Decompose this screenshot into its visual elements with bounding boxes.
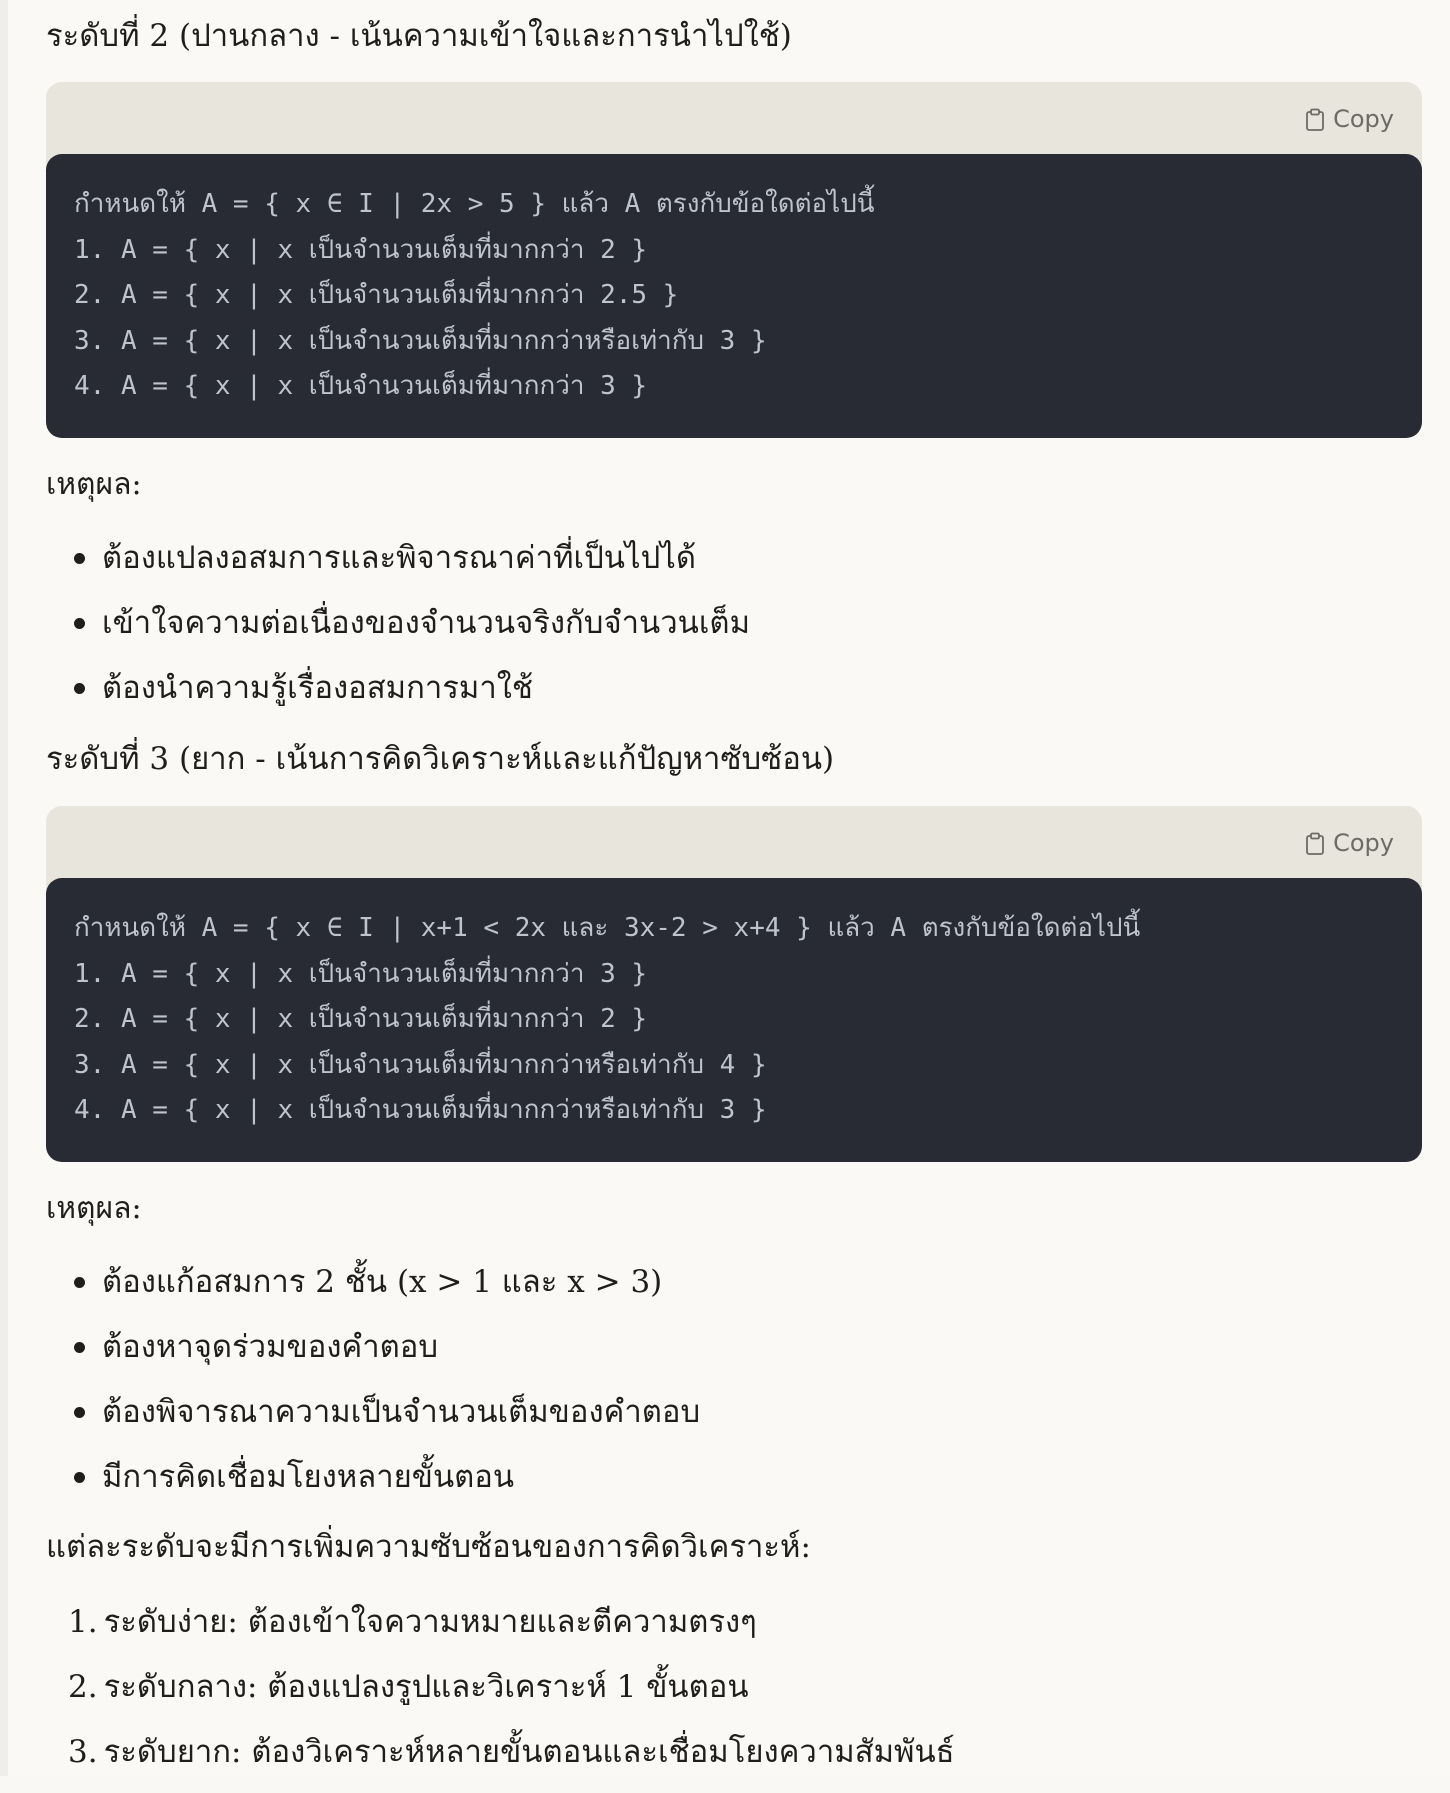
code-line: กำหนดให้ A = { x ∈ I | 2x > 5 } แล้ว A ตรงกับข้อใดต่อไปนี้: [74, 189, 875, 219]
list-item: [46, 1728, 1422, 1793]
code-body: [46, 878, 1422, 1162]
list-item: [46, 1388, 1422, 1453]
list-item-text: ต้องแปลงอสมการและพิจารณาค่าที่เป็นไปได้: [102, 540, 696, 576]
list-item-text: ต้องหาจุดร่วมของคำตอบ: [102, 1329, 439, 1365]
list-item-text: มีการคิดเชื่อมโยงหลายขั้นตอน: [102, 1459, 515, 1495]
reason-list: [46, 1258, 1422, 1518]
bullet-icon: [74, 683, 85, 694]
code-body: [46, 154, 1422, 438]
clipboard-icon: [1305, 108, 1323, 130]
list-number: 3.: [68, 1734, 98, 1770]
list-item-text: ต้องนำความรู้เรื่องอสมการมาใช้: [102, 670, 533, 706]
code-line: 3. A = { x | x เป็นจำนวนเต็มที่มากกว่าหรือเท่ากับ 3 }: [74, 325, 767, 356]
code-block-level-2: [46, 82, 1422, 438]
list-item: [46, 1453, 1422, 1518]
code-block-level-3: [46, 806, 1422, 1162]
code-line: 1. A = { x | x เป็นจำนวนเต็มที่มากกว่า 3 }: [74, 958, 648, 989]
list-number: 2.: [68, 1669, 98, 1705]
bullet-icon: [74, 1407, 85, 1418]
summary-intro: แต่ละระดับจะมีการเพิ่มความซับซ้อนของการคิดวิเคราะห์:: [46, 1529, 811, 1565]
list-item: [46, 664, 1422, 729]
copy-label: Copy: [1333, 829, 1394, 857]
chat-response: [8, 0, 1450, 1776]
clipboard-icon: [1305, 832, 1323, 854]
bullet-icon: [74, 553, 85, 564]
list-item: [46, 534, 1422, 599]
code-line: 2. A = { x | x เป็นจำนวนเต็มที่มากกว่า 2 }: [74, 1004, 648, 1034]
list-item: [46, 1258, 1422, 1323]
code-line: 1. A = { x | x เป็นจำนวนเต็มที่มากกว่า 2 }: [74, 234, 648, 265]
list-item-text: ต้องพิจารณาความเป็นจำนวนเต็มของคำตอบ: [102, 1394, 701, 1430]
copy-label: Copy: [1333, 105, 1394, 133]
section-heading-level-3: ระดับที่ 3 (ยาก - เน้นการคิดวิเคราะห์และแก้ปัญหาซับซ้อน): [46, 741, 835, 777]
reason-label: เหตุผล:: [46, 1191, 142, 1226]
list-item: [46, 1323, 1422, 1388]
reason-list: [46, 534, 1422, 729]
code-line: 4. A = { x | x เป็นจำนวนเต็มที่มากกว่า 3 }: [74, 371, 648, 401]
code-line: 3. A = { x | x เป็นจำนวนเต็มที่มากกว่าหรือเท่ากับ 4 }: [74, 1049, 767, 1080]
summary-list: [46, 1598, 1422, 1793]
window-edge: [0, 0, 8, 1776]
list-item: [46, 1663, 1422, 1728]
list-item-text: ระดับยาก: ต้องวิเคราะห์หลายขั้นตอนและเชื่อมโยงความสัมพันธ์: [103, 1734, 955, 1770]
bullet-icon: [74, 1472, 85, 1483]
code-line: กำหนดให้ A = { x ∈ I | x+1 < 2x และ 3x-2 > x+4 } แล้ว A ตรงกับข้อใดต่อไปนี้: [74, 913, 1141, 943]
code-toolbar: [46, 82, 1422, 154]
bullet-icon: [74, 1342, 85, 1353]
copy-button[interactable]: [1305, 826, 1394, 860]
bullet-icon: [74, 618, 85, 629]
bullet-icon: [74, 1277, 85, 1288]
list-number: 1.: [68, 1604, 98, 1640]
copy-button[interactable]: [1305, 102, 1394, 136]
reason-label: เหตุผล:: [46, 467, 142, 502]
list-item-text: ระดับกลาง: ต้องแปลงรูปและวิเคราะห์ 1 ขั้นตอน: [103, 1669, 749, 1705]
list-item-text: ต้องแก้อสมการ 2 ชั้น (x > 1 และ x > 3): [102, 1264, 663, 1300]
code-line: 2. A = { x | x เป็นจำนวนเต็มที่มากกว่า 2.5 }: [74, 280, 679, 310]
code-line: 4. A = { x | x เป็นจำนวนเต็มที่มากกว่าหรือเท่ากับ 3 }: [74, 1095, 767, 1125]
section-heading-level-2: ระดับที่ 2 (ปานกลาง - เน้นความเข้าใจและการนำไปใช้): [46, 18, 792, 54]
list-item: [46, 1598, 1422, 1663]
list-item: [46, 599, 1422, 664]
list-item-text: เข้าใจความต่อเนื่องของจำนวนจริงกับจำนวนเต็ม: [102, 605, 751, 641]
list-item-text: ระดับง่าย: ต้องเข้าใจความหมายและตีความตรงๆ: [103, 1604, 757, 1640]
code-toolbar: [46, 806, 1422, 878]
